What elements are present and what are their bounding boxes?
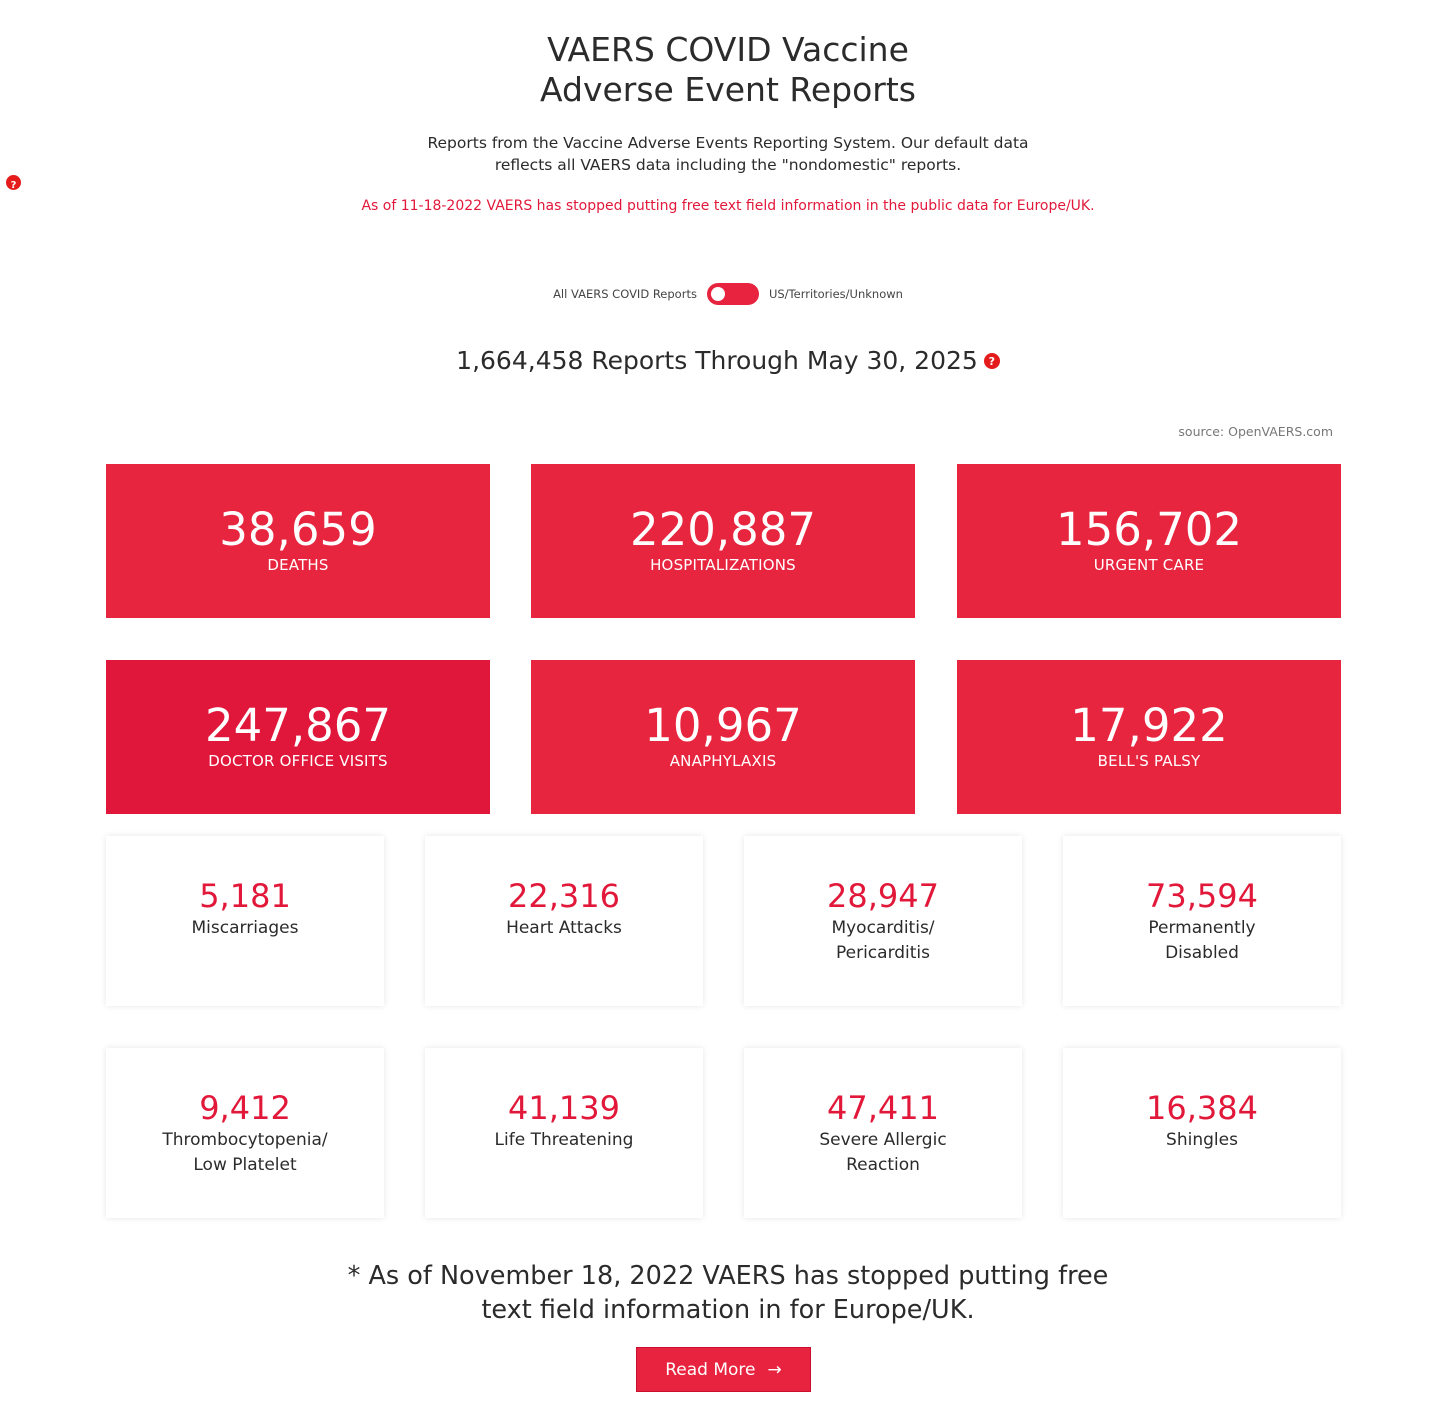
read-more-label: Read More [665, 1359, 756, 1380]
stat-card-bells-palsy[interactable] [957, 660, 1341, 814]
stat-label [754, 916, 1012, 965]
stat-card-anaphylaxis[interactable] [531, 660, 915, 814]
toggle-label-all: All VAERS COVID Reports [553, 287, 697, 301]
stat-value: 17,922 [1070, 699, 1228, 752]
page-subtitle [0, 132, 1456, 191]
stat-label: BELL'S PALSY [1097, 752, 1201, 770]
stat-card-heart-attacks[interactable] [425, 836, 703, 1006]
report-scope-toggle[interactable] [707, 283, 759, 305]
arrow-right-icon: → [767, 1359, 782, 1380]
stat-value: 5,181 [199, 877, 291, 915]
help-icon[interactable]: ? [6, 175, 21, 190]
help-icon[interactable]: ? [984, 353, 1000, 369]
stat-card-life-threatening[interactable] [425, 1048, 703, 1218]
stat-label [116, 1128, 374, 1177]
stat-value: 38,659 [219, 503, 377, 556]
stat-label [435, 1128, 693, 1153]
stat-card-urgent-care[interactable] [957, 464, 1341, 618]
stat-value: 247,867 [204, 699, 392, 752]
stat-label [754, 1128, 1012, 1177]
stat-label-line-1: Myocarditis/ [831, 918, 935, 938]
stat-card-myocarditis[interactable] [744, 836, 1022, 1006]
stat-value: 28,947 [827, 877, 939, 915]
stat-label-line-2: Reaction [846, 1154, 920, 1175]
stat-label [116, 916, 374, 941]
footnote-line-2: text field information in for Europe/UK. [481, 1294, 975, 1325]
toggle-knob [711, 287, 725, 301]
title-line-2: Adverse Event Reports [540, 70, 916, 109]
toggle-label-us: US/Territories/Unknown [768, 287, 903, 301]
report-count-text: 1,664,458 Reports Through May 30, 2025 [456, 346, 978, 375]
source-label: source: OpenVAERS.com [1178, 424, 1333, 439]
stat-value: 47,411 [827, 1089, 939, 1127]
stat-label-line-1: Severe Allergic [819, 1130, 947, 1150]
stat-card-deaths[interactable] [106, 464, 490, 618]
stat-label [435, 916, 693, 941]
stat-value: 22,316 [508, 877, 620, 915]
stat-card-severe-allergic-reaction[interactable] [744, 1048, 1022, 1218]
stat-card-thrombocytopenia[interactable] [106, 1048, 384, 1218]
subtitle-line-2-text: reflects all VAERS data including the "nondomestic" reports. [494, 156, 962, 174]
stat-label: HOSPITALIZATIONS [650, 556, 796, 574]
stat-value: 220,887 [629, 503, 817, 556]
stat-label: ANAPHYLAXIS [669, 752, 777, 770]
stat-label-line-1: Thrombocytopenia/ [162, 1130, 328, 1150]
title-line-1: VAERS COVID Vaccine [547, 30, 909, 69]
stat-label-line-1: Heart Attacks [506, 918, 622, 938]
stat-card-permanently-disabled[interactable] [1063, 836, 1341, 1006]
stat-label-line-2: Pericarditis [835, 942, 931, 963]
stat-card-hospitalizations[interactable] [531, 464, 915, 618]
stat-value: 73,594 [1146, 877, 1258, 915]
stat-label [1073, 1128, 1331, 1153]
stat-value: 10,967 [644, 699, 802, 752]
page-title [0, 30, 1456, 110]
stat-value: 156,702 [1055, 503, 1243, 556]
read-more-button[interactable] [636, 1347, 811, 1392]
stat-value: 41,139 [508, 1089, 620, 1127]
footnote [0, 1260, 1456, 1327]
stat-card-doctor-office-visits[interactable] [106, 660, 490, 814]
stat-label: DOCTOR OFFICE VISITS [208, 752, 388, 770]
stat-card-shingles[interactable] [1063, 1048, 1341, 1218]
stat-label-line-2: Low Platelet [193, 1154, 297, 1175]
stat-value: 16,384 [1146, 1089, 1258, 1127]
stat-label: URGENT CARE [1093, 556, 1205, 574]
stat-label-line-1: Miscarriages [191, 918, 299, 938]
footnote-line-1: * As of November 18, 2022 VAERS has stopped putting free [347, 1261, 1109, 1291]
stat-label-line-1: Shingles [1166, 1130, 1238, 1150]
stat-value: 9,412 [199, 1089, 291, 1127]
stat-label [1073, 916, 1331, 965]
report-count-heading [0, 346, 1456, 375]
stat-label-line-1: Permanently [1148, 918, 1256, 938]
europe-uk-notice: As of 11-18-2022 VAERS has stopped putting free text field information in the public data for Europe/UK. [361, 198, 1095, 214]
stat-card-miscarriages[interactable] [106, 836, 384, 1006]
subtitle-line-1: Reports from the Vaccine Adverse Events Reporting System. Our default data [427, 134, 1029, 152]
stat-label: DEATHS [267, 556, 329, 574]
report-scope-toggle-row [0, 283, 1456, 305]
subtitle-line-2 [0, 154, 1456, 191]
stat-label-line-2: Disabled [1165, 942, 1239, 963]
stat-label-line-1: Life Threatening [494, 1130, 634, 1150]
